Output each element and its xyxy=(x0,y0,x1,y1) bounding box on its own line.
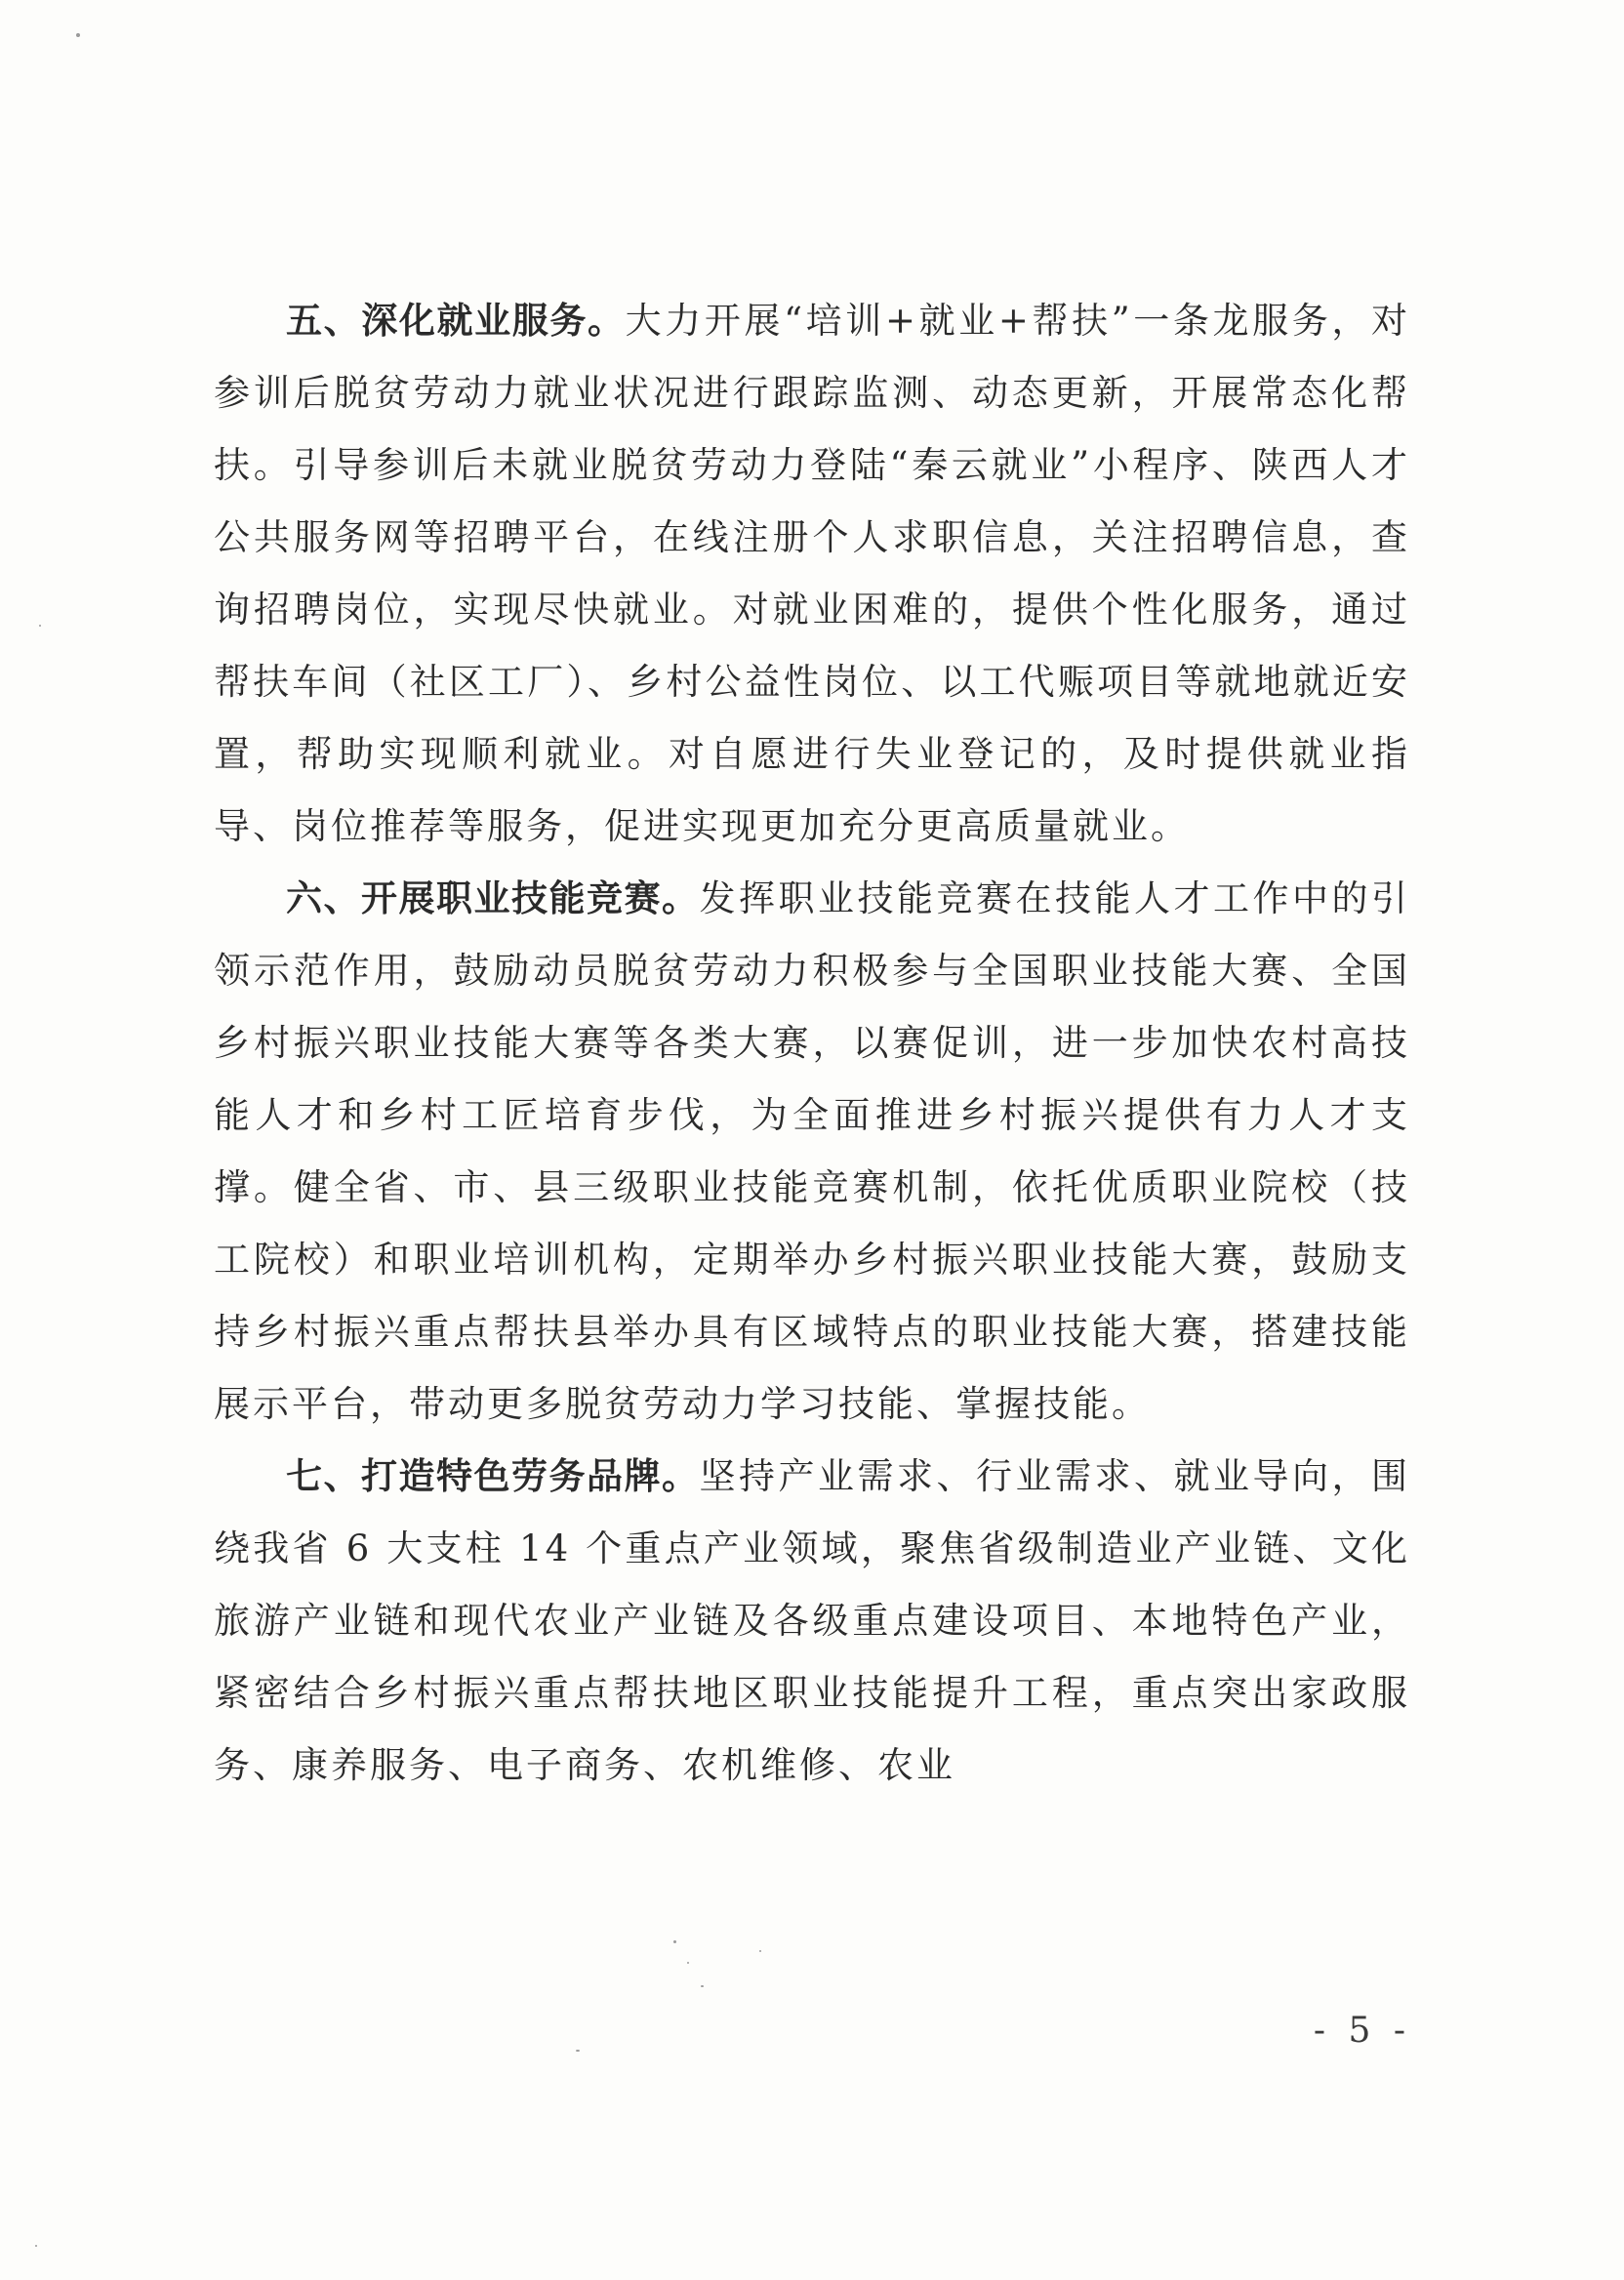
scan-speck xyxy=(701,1985,704,1987)
section-six-body: 发挥职业技能竞赛在技能人才工作中的引领示范作用，鼓励动员脱贫劳动力积极参与全国职业技能大赛、全国乡村振兴职业技能大赛等各类大赛，以赛促训，进一步加快农村高技能人才和乡村工匠培育步伐，为全面推进乡村振兴提供有力人才支撑。健全省、市、县三级职业技能竞赛机制，依托优质职业院校（技工院校）和职业培训机构，定期举办乡村振兴职业技能大赛，鼓励支持乡村振兴重点帮扶县举办具有区域特点的职业技能大赛，搭建技能展示平台，带动更多脱贫劳动力学习技能、掌握技能。 xyxy=(214,877,1410,1425)
section-six-heading: 六、开展职业技能竞赛。 xyxy=(286,877,700,919)
section-seven-body: 坚持产业需求、行业需求、就业导向，围绕我省 6 大支柱 14 个重点产业领域，聚焦省级制造业产业链、文化旅游产业链和现代农业产业链及各级重点建设项目、本地特色产业，紧密结合乡村振兴重点帮扶地区职业技能提升工程，重点突出家政服务、康养服务、电子商务、农机维修、农业 xyxy=(214,1455,1410,1786)
section-six xyxy=(214,863,1410,1441)
section-five-body: 大力开展“培训+就业+帮扶”一条龙服务，对参训后脱贫劳动力就业状况进行跟踪监测、动态更新，开展常态化帮扶。引导参训后未就业脱贫劳动力登陆“秦云就业”小程序、陕西人才公共服务网等招聘平台，在线注册个人求职信息，关注招聘信息，查询招聘岗位，实现尽快就业。对就业困难的，提供个性化服务，通过帮扶车间（社区工厂）、乡村公益性岗位、以工代赈项目等就地就近安置，帮助实现顺利就业。对自愿进行失业登记的，及时提供就业指导、岗位推荐等服务，促进实现更加充分更高质量就业。 xyxy=(214,300,1410,847)
scan-speck xyxy=(759,1950,761,1952)
document-body xyxy=(214,285,1410,1802)
scan-speck xyxy=(76,33,80,37)
section-five xyxy=(214,285,1410,863)
page-number: - 5 - xyxy=(1313,2011,1411,2051)
scan-speck xyxy=(673,1940,676,1943)
scan-speck xyxy=(39,625,41,627)
section-seven xyxy=(214,1441,1410,1802)
section-five-heading: 五、深化就业服务。 xyxy=(286,300,626,342)
section-seven-heading: 七、打造特色劳务品牌。 xyxy=(286,1455,700,1497)
scan-speck xyxy=(35,2245,37,2247)
scan-speck xyxy=(576,2050,580,2052)
scan-speck xyxy=(687,1962,689,1964)
